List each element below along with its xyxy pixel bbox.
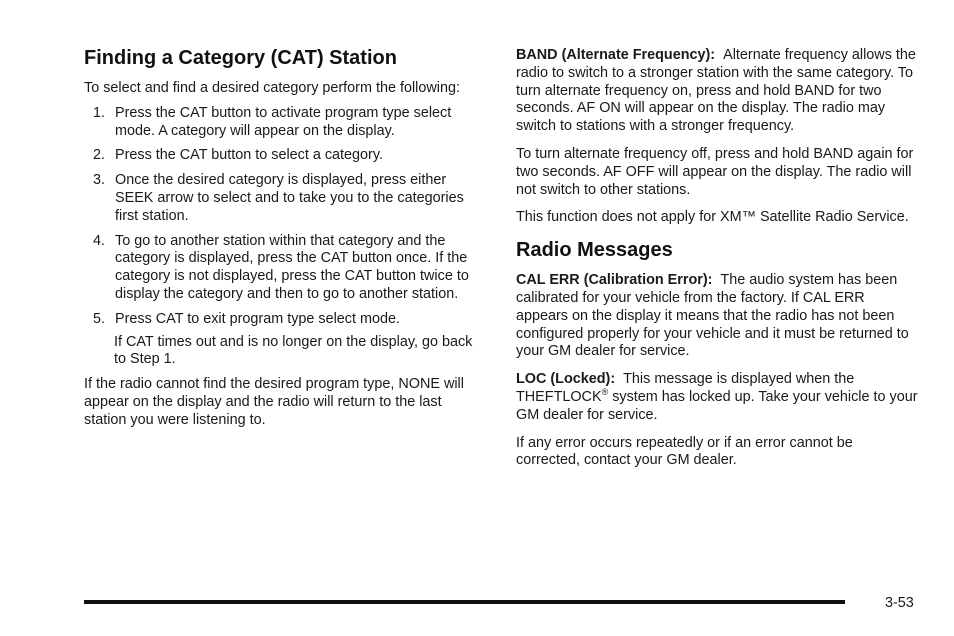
step-number: 4. xyxy=(93,232,106,249)
step-text: To go to another station within that category and the category is displayed, press the CAT button once. If the category is not displayed, press the CAT button twice to display the category and then to go to another station. xyxy=(115,232,469,302)
closing-paragraph: If the radio cannot find the desired program type, NONE will appear on the display and the radio will return to the last station you were listening to. xyxy=(84,376,464,428)
steps-list xyxy=(84,105,476,329)
band-paragraph xyxy=(516,47,918,136)
list-item xyxy=(84,311,476,329)
footer-rule xyxy=(84,600,845,604)
cal-err-term: CAL ERR (Calibration Error): xyxy=(516,272,713,289)
band-term: BAND (Alternate Frequency): xyxy=(516,47,716,63)
list-item xyxy=(84,172,476,225)
cal-err-paragraph xyxy=(516,272,918,361)
step-number: 1. xyxy=(93,104,106,121)
registered-mark: ® xyxy=(601,387,609,398)
section-heading-radio-messages: Radio Messages xyxy=(516,239,673,262)
step-number: 5. xyxy=(93,310,106,327)
step-note: If CAT times out and is no longer on the display, go back to Step 1. xyxy=(114,333,473,368)
step-text: Press the CAT button to activate program type select mode. A category will appear on the display. xyxy=(115,104,452,139)
loc-text-2: system has locked up. Take your vehicle to your GM dealer for service. xyxy=(516,388,918,423)
af-off-paragraph: To turn alternate frequency off, press and hold BAND again for two seconds. AF OFF will appear on the display. The radio will not switch to other stations. xyxy=(516,145,914,198)
step-text: Press CAT to exit program type select mode. xyxy=(115,310,400,327)
list-item xyxy=(84,233,476,304)
list-item xyxy=(84,105,476,141)
xm-note-paragraph: This function does not apply for XM™ Satellite Radio Service. xyxy=(516,209,909,226)
step-number: 3. xyxy=(93,172,106,189)
list-item xyxy=(84,147,476,165)
band-text: Alternate frequency allows the radio to switch to a stronger station with the same category. To turn alternate frequency on, press and hold BAND for two seconds. AF ON will appear on the display. The radio may switch to stations with a stronger frequency. xyxy=(516,47,916,135)
cal-err-text: The audio system has been calibrated for your vehicle from the factory. If CAL ERR appears on the display it means that the radio has not been configured properly for your vehicle and it must be returned to your GM dealer for service. xyxy=(516,272,909,360)
step-text: Once the desired category is displayed, press either SEEK arrow to select and to take you to the categories first station. xyxy=(115,172,464,224)
loc-paragraph xyxy=(516,371,918,424)
page-number: 3-53 xyxy=(885,595,914,611)
loc-term: LOC (Locked): xyxy=(516,371,616,388)
left-column xyxy=(84,0,476,430)
step-text: Press the CAT button to select a category. xyxy=(115,147,383,164)
loc-text-1: This message is displayed when the THEFTLOCK xyxy=(516,371,855,405)
right-column xyxy=(516,0,918,470)
section-heading-cat-station: Finding a Category (CAT) Station xyxy=(84,47,397,69)
intro-paragraph: To select and find a desired category perform the following: xyxy=(84,80,460,96)
step-number: 2. xyxy=(93,147,106,164)
error-note-paragraph: If any error occurs repeatedly or if an error cannot be corrected, contact your GM dealer. xyxy=(516,434,853,469)
